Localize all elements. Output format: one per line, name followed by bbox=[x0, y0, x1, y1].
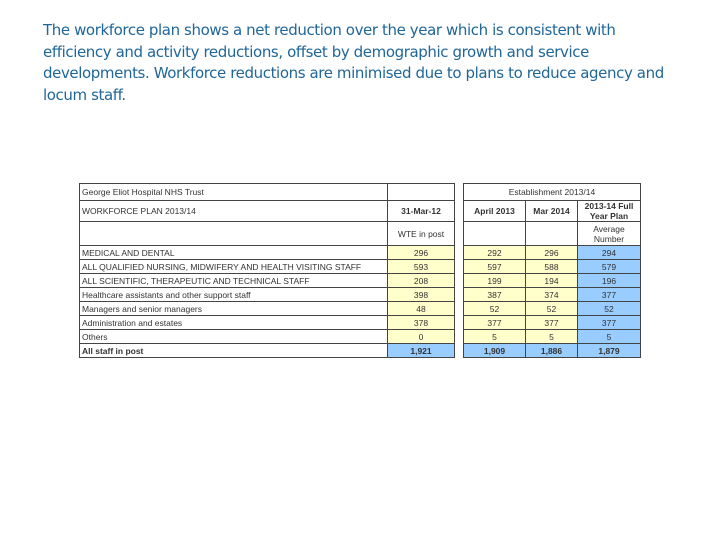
row-value: 377 bbox=[526, 316, 578, 330]
row-value: 378 bbox=[388, 316, 455, 330]
row-value: 296 bbox=[388, 246, 455, 260]
row-label: Administration and estates bbox=[80, 316, 388, 330]
row-value: 296 bbox=[526, 246, 578, 260]
row-value: 377 bbox=[464, 316, 526, 330]
row-value: 579 bbox=[578, 260, 641, 274]
table-row bbox=[80, 344, 641, 358]
row-value: 5 bbox=[578, 330, 641, 344]
row-label: Others bbox=[80, 330, 388, 344]
table-row bbox=[80, 288, 641, 302]
table-title: WORKFORCE PLAN 2013/14 bbox=[80, 201, 388, 222]
col-full-year-plan: 2013-14 Full Year Plan bbox=[578, 201, 641, 222]
row-value: 48 bbox=[388, 302, 455, 316]
table-row bbox=[80, 260, 641, 274]
row-label: Healthcare assistants and other support staff bbox=[80, 288, 388, 302]
row-value: 0 bbox=[388, 330, 455, 344]
row-value: 52 bbox=[526, 302, 578, 316]
row-value: 52 bbox=[464, 302, 526, 316]
row-label: ALL QUALIFIED NURSING, MIDWIFERY AND HEALTH VISITING STAFF bbox=[80, 260, 388, 274]
row-value: 377 bbox=[578, 316, 641, 330]
average-number-label: Average Number bbox=[578, 222, 641, 246]
row-label: All staff in post bbox=[80, 344, 388, 358]
row-value: 1,909 bbox=[464, 344, 526, 358]
row-value: 374 bbox=[526, 288, 578, 302]
row-value: 196 bbox=[578, 274, 641, 288]
col-mar-2014: Mar 2014 bbox=[526, 201, 578, 222]
row-value: 208 bbox=[388, 274, 455, 288]
row-value: 398 bbox=[388, 288, 455, 302]
org-name: George Eliot Hospital NHS Trust bbox=[80, 184, 388, 201]
table-row bbox=[80, 274, 641, 288]
intro-paragraph: The workforce plan shows a net reduction over the year which is consistent with efficiency and activity reductions, offset by demographic growth and service developments. Workforce reductions are minimised due to plans to reduce agency and locum staff. bbox=[43, 21, 664, 104]
row-value: 292 bbox=[464, 246, 526, 260]
table-row bbox=[80, 316, 641, 330]
establishment-header: Establishment 2013/14 bbox=[464, 184, 641, 201]
row-value: 199 bbox=[464, 274, 526, 288]
row-value: 194 bbox=[526, 274, 578, 288]
row-value: 593 bbox=[388, 260, 455, 274]
row-value: 1,886 bbox=[526, 344, 578, 358]
col-31-mar-12: 31-Mar-12 bbox=[388, 201, 455, 222]
row-value: 597 bbox=[464, 260, 526, 274]
row-label: ALL SCIENTIFIC, THERAPEUTIC AND TECHNICAL STAFF bbox=[80, 274, 388, 288]
col-april-2013: April 2013 bbox=[464, 201, 526, 222]
table-row bbox=[80, 246, 641, 260]
row-value: 377 bbox=[578, 288, 641, 302]
table-row bbox=[80, 302, 641, 316]
wte-in-post-label: WTE in post bbox=[388, 222, 455, 246]
row-label: Managers and senior managers bbox=[80, 302, 388, 316]
row-label: MEDICAL AND DENTAL bbox=[80, 246, 388, 260]
row-value: 1,879 bbox=[578, 344, 641, 358]
table-row bbox=[80, 330, 641, 344]
row-value: 5 bbox=[526, 330, 578, 344]
workforce-plan-table bbox=[79, 183, 641, 358]
row-value: 5 bbox=[464, 330, 526, 344]
row-value: 52 bbox=[578, 302, 641, 316]
row-value: 294 bbox=[578, 246, 641, 260]
row-value: 1,921 bbox=[388, 344, 455, 358]
row-value: 387 bbox=[464, 288, 526, 302]
row-value: 588 bbox=[526, 260, 578, 274]
